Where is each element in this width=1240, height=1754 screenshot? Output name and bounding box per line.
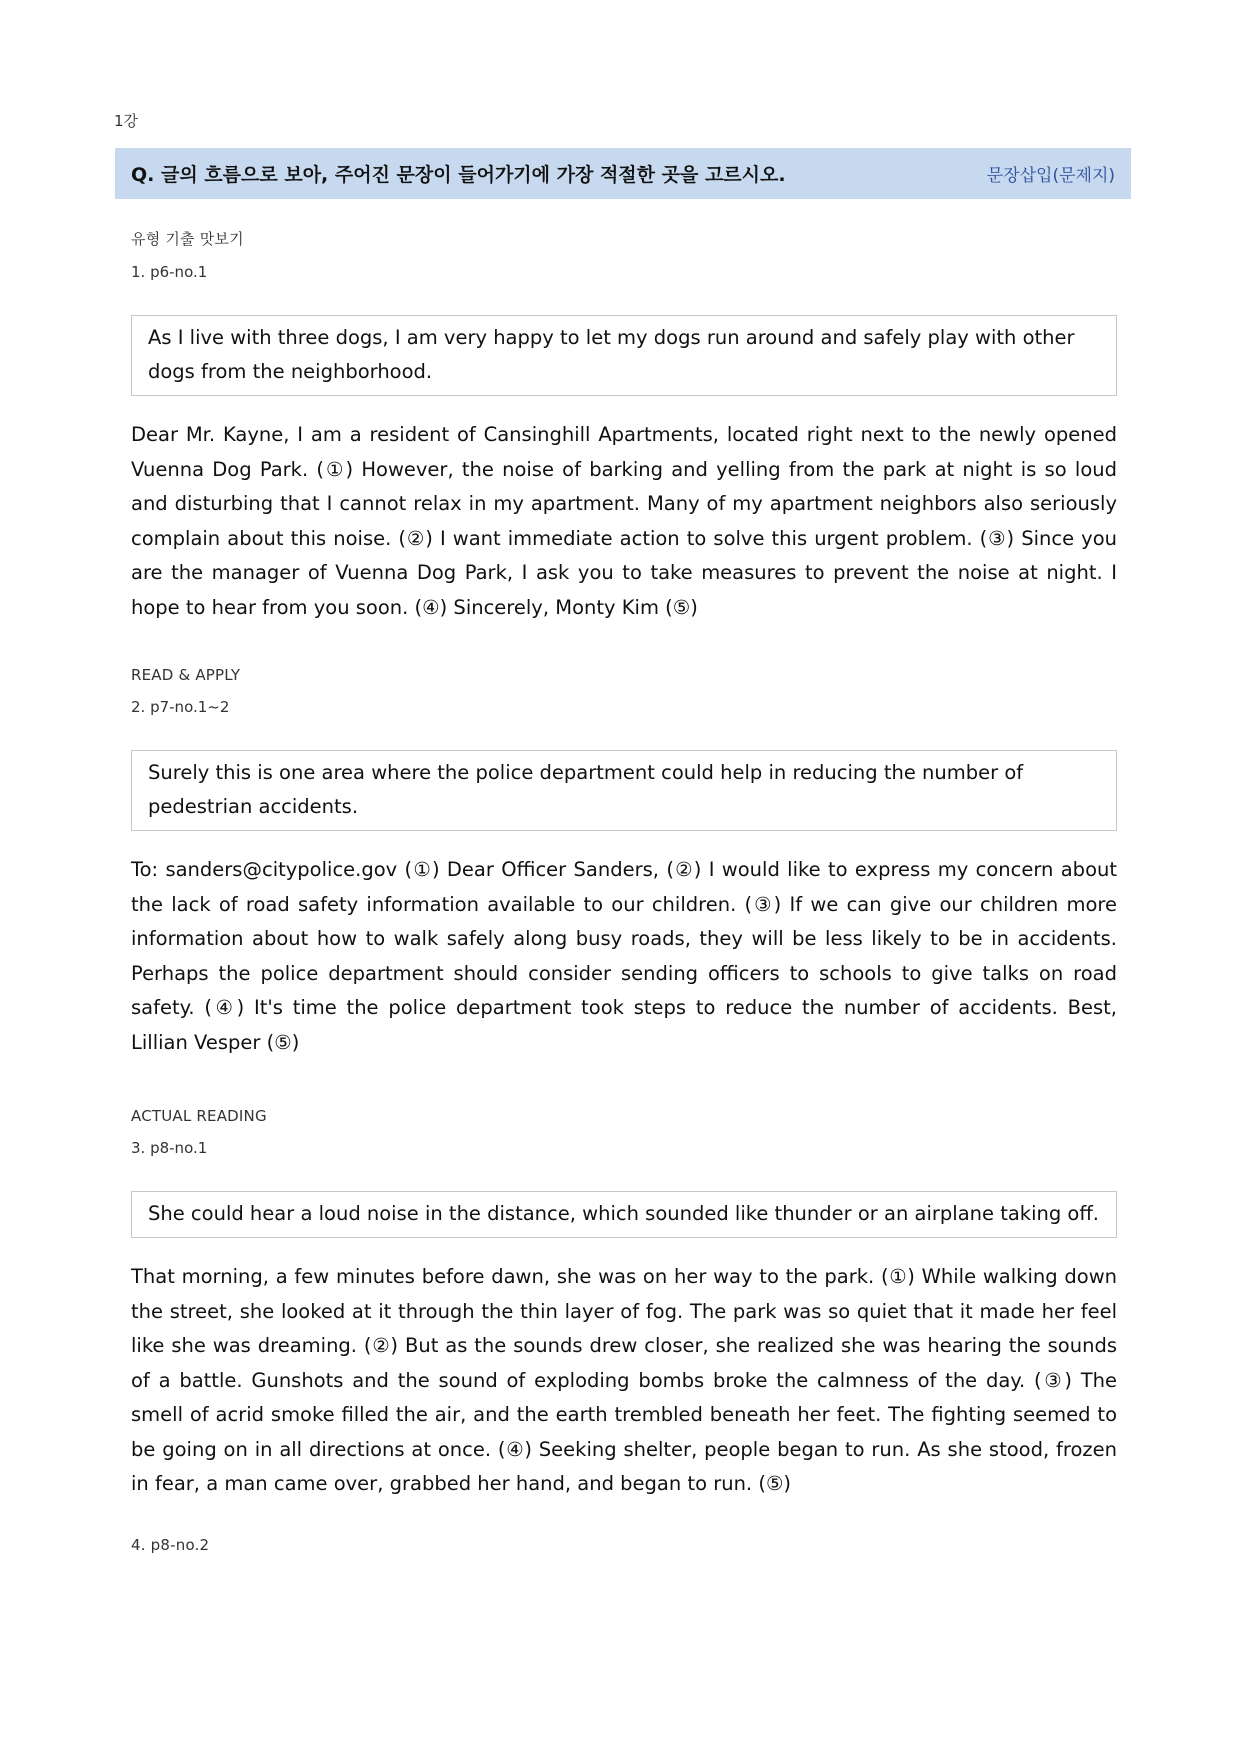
given-sentence-box: She could hear a loud noise in the distance, which sounded like thunder or an airplane taking off. bbox=[131, 1191, 1117, 1238]
section-4 bbox=[131, 1536, 1117, 1568]
section-3 bbox=[131, 1107, 1117, 1502]
given-sentence-box: As I live with three dogs, I am very happy to let my dogs run around and safely play with other dogs from the neighborhood. bbox=[131, 315, 1117, 396]
section-2 bbox=[131, 666, 1117, 1060]
section-1 bbox=[131, 228, 1117, 625]
passage: To: sanders@citypolice.gov (①) Dear Officer Sanders, (②) I would like to express my concern about the lack of road safety information available to our children. (③) If we can give our children more information about how to walk safely along busy roads, they will be less likely to be in accidents. Perhaps the police department should consider sending officers to schools to give talks on road safety. (④) It's time the police department took steps to reduce the number of accidents. Best, Lillian Vesper (⑤) bbox=[131, 858, 1117, 1054]
section-label: ACTUAL READING bbox=[131, 1107, 267, 1125]
item-number: 2. p7-no.1~2 bbox=[131, 698, 230, 716]
item-number: 3. p8-no.1 bbox=[131, 1139, 208, 1157]
question-text: Q. 글의 흐름으로 보아, 주어진 문장이 들어가기에 가장 적절한 곳을 고르시오. bbox=[131, 164, 786, 186]
passage: That morning, a few minutes before dawn, she was on her way to the park. (①) While walking down the street, she looked at it through the thin layer of fog. The park was so quiet that it made her feel like she was dreaming. (②) But as the sounds drew closer, she realized she was hearing the sounds of a battle. Gunshots and the sound of exploding bombs broke the calmness of the day. (③) The smell of acrid smoke filled the air, and the earth trembled beneath her feet. The fighting seemed to be going on in all directions at once. (④) Seeking shelter, people began to run. As she stood, frozen in fear, a man came over, grabbed her hand, and began to run. (⑤) bbox=[131, 1265, 1117, 1495]
section-label: 유형 기출 맛보기 bbox=[131, 230, 244, 248]
given-sentence-box: Surely this is one area where the police department could help in reducing the number of pedestrian accidents. bbox=[131, 750, 1117, 831]
question-header bbox=[115, 148, 1131, 199]
item-number: 1. p6-no.1 bbox=[131, 263, 208, 281]
question-type: 문장삽입(문제지) bbox=[986, 166, 1115, 186]
passage: Dear Mr. Kayne, I am a resident of Cansinghill Apartments, located right next to the newly opened Vuenna Dog Park. (①) However, the noise of barking and yelling from the park at night is so loud and disturbing that I cannot relax in my apartment. Many of my apartment neighbors also seriously complain about this noise. (②) I want immediate action to solve this urgent problem. (③) Since you are the manager of Vuenna Dog Park, I ask you to take measures to prevent the noise at night. I hope to hear from you soon. (④) Sincerely, Monty Kim (⑤) bbox=[131, 423, 1117, 619]
item-number: 4. p8-no.2 bbox=[131, 1536, 210, 1554]
lesson-title: 1강 bbox=[114, 112, 139, 130]
section-label: READ & APPLY bbox=[131, 666, 241, 684]
